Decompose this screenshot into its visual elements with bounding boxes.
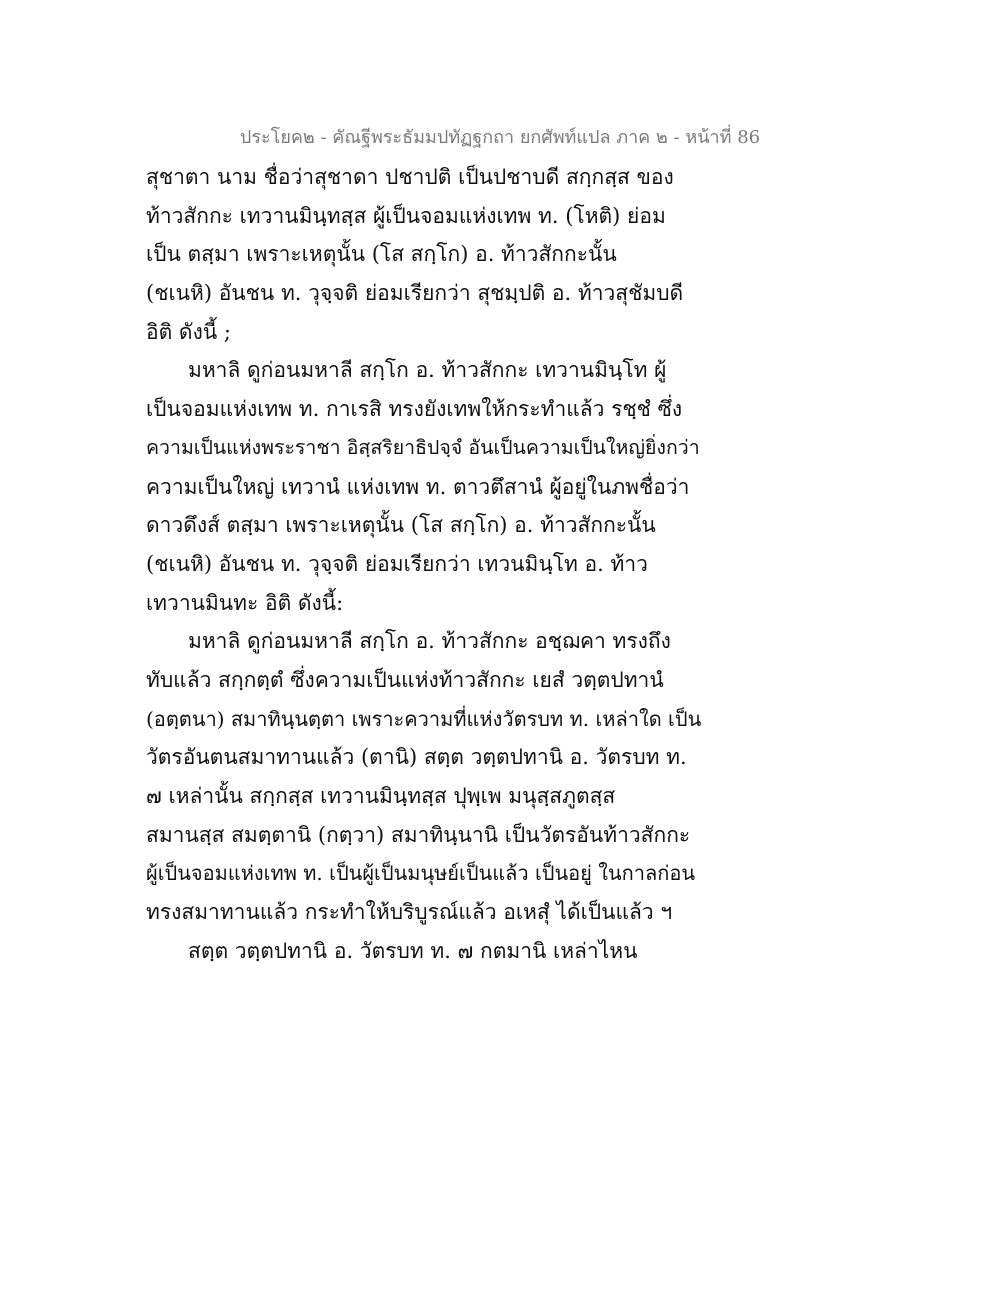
text-line: มหาลิ ดูก่อนมหาลี สกฺโก อ. ท้าวสักกะ เทวานมินฺโท ผู้ [188, 358, 667, 383]
text-line: ความเป็นใหญ่ เทวานํ แห่งเทพ ท. ตาวตึสานํ ผู้อยู่ในภพชื่อว่า [146, 474, 690, 499]
text-line: (ชเนหิ) อันชน ท. วุจฺจติ ย่อมเรียกว่า สุชมฺปติ อ. ท้าวสุชัมบดี [146, 281, 684, 306]
body-text [146, 158, 706, 970]
text-line: ทับแล้ว สกฺกตฺตํ ซึ่งความเป็นแห่งท้าวสักกะ เยสํ วตฺตปทานํ [146, 667, 664, 692]
text-line: ทรงสมาทานแล้ว กระทำให้บริบูรณ์แล้ว อเหสุํ ได้เป็นแล้ว ฯ [146, 900, 673, 925]
text-line: (อตฺตนา) สมาทินฺนตฺตา เพราะความที่แห่งวัตรบท ท. เหล่าใด เป็น [146, 706, 702, 731]
text-line: วัตรอันตนสมาทานแล้ว (ตานิ) สตฺต วตฺตปทานิ อ. วัตรบท ท. [146, 745, 687, 770]
text-line: เทวานมินทะ อิติ ดังนี้: [146, 590, 344, 615]
text-line: ความเป็นแห่งพระราชา อิสฺสริยาธิปจฺจํ อันเป็นความเป็นใหญ่ยิ่งกว่า [146, 435, 700, 459]
text-line: ๗ เหล่านั้น สกฺกสฺส เทวานมินฺทสฺส ปุพฺเพ มนุสฺสภูตสฺส [146, 784, 616, 808]
text-line: สมานสฺส สมตฺตานิ (กตฺวา) สมาทินฺนานิ เป็นวัตรอันท้าวสักกะ [146, 822, 691, 847]
page-header: ประโยค๒ - คัณฐีพระธัมมปทัฏฐกถา ยกศัพท์แปล ภาค ๒ - หน้าที่ 86 [239, 127, 761, 148]
text-line: ผู้เป็นจอมแห่งเทพ ท. เป็นผู้เป็นมนุษย์เป็นแล้ว เป็นอยู่ ในกาลก่อน [146, 861, 696, 886]
text-line: มหาลิ ดูก่อนมหาลี สกฺโก อ. ท้าวสักกะ อชฺฌคา ทรงถึง [188, 629, 671, 654]
text-line: (ชเนหิ) อันชน ท. วุจฺจติ ย่อมเรียกว่า เทวนมินฺโท อ. ท้าว [146, 551, 648, 576]
text-line: สตฺต วตฺตปทานิ อ. วัตรบท ท. ๗ กตมานิ เหล่าไหน [188, 938, 638, 963]
text-line: เป็น ตสฺมา เพราะเหตุนั้น (โส สกฺโก) อ. ท้าวสักกะนั้น [146, 242, 617, 267]
text-line: ท้าวสักกะ เทวานมินฺทสฺส ผู้เป็นจอมแห่งเทพ ท. (โหติ) ย่อม [146, 203, 666, 228]
text-line: สุชาตา นาม ชื่อว่าสุชาดา ปชาปติ เป็นปชาบดี สกฺกสฺส ของ [146, 165, 674, 189]
text-line: ดาวดึงส์ ตสฺมา เพราะเหตุนั้น (โส สกฺโก) อ. ท้าวสักกะนั้น [146, 513, 656, 538]
text-line: เป็นจอมแห่งเทพ ท. กาเรสิ ทรงยังเทพให้กระทำแล้ว รชฺชํ ซึ่ง [146, 397, 683, 422]
text-line: อิติ ดังนี้ ; [146, 319, 231, 344]
